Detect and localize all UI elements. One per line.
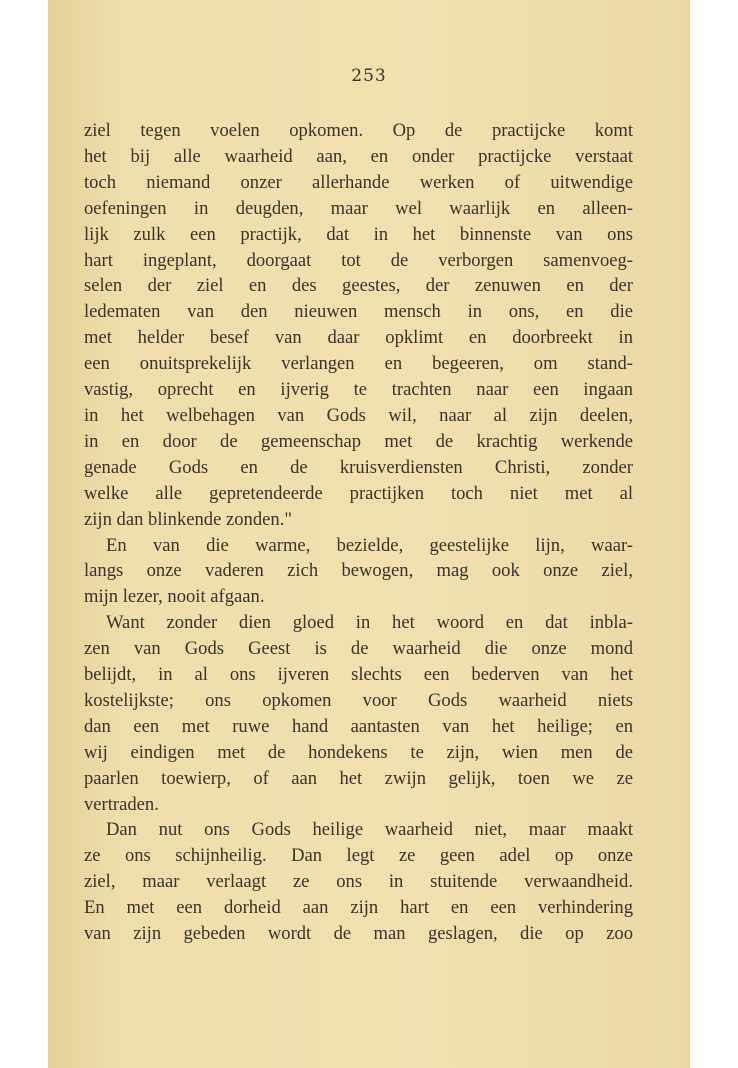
text-line: mijn lezer, nooit afgaan. bbox=[84, 586, 265, 608]
text-line: oefeningen in deugden, maar wel waarlijk en alleen- bbox=[84, 197, 633, 219]
paragraph-3 bbox=[84, 610, 633, 817]
book-page bbox=[48, 0, 690, 1068]
text-line: toch niemand onzer allerhande werken of uitwendige bbox=[84, 171, 633, 193]
text-line: vastig, oprecht en ijverig te trachten naar een ingaan bbox=[84, 379, 633, 401]
text-line: ze ons schijnheilig. Dan legt ze geen adel op onze bbox=[84, 845, 633, 867]
text-line: van zijn gebeden wordt de man geslagen, die op zoo bbox=[84, 923, 633, 945]
text-line: wij eindigen met de hondekens te zijn, wien men de bbox=[84, 741, 633, 763]
text-line: Dan nut ons Gods heilige waarheid niet, maar maakt bbox=[106, 819, 633, 841]
text-line: lijk zulk een practijk, dat in het binnenste van ons bbox=[84, 223, 633, 245]
text-line: een onuitsprekelijk verlangen en begeeren, om stand- bbox=[84, 353, 633, 375]
text-line: belijdt, in al ons ijveren slechts een bederven van het bbox=[84, 664, 633, 686]
text-line: met helder besef van daar opklimt en doorbreekt in bbox=[84, 327, 633, 349]
paragraph-2 bbox=[84, 533, 633, 611]
text-line: in het welbehagen van Gods wil, naar al zijn deelen, bbox=[84, 404, 633, 426]
text-line: kostelijkste; ons opkomen voor Gods waarheid niets bbox=[84, 689, 633, 711]
text-line: ledematen van den nieuwen mensch in ons, en die bbox=[84, 301, 633, 323]
text-line: ziel, maar verlaagt ze ons in stuitende verwaandheid. bbox=[84, 871, 633, 893]
text-line: zen van Gods Geest is de waarheid die onze mond bbox=[84, 638, 633, 660]
text-line: genade Gods en de kruisverdiensten Christi, zonder bbox=[84, 456, 633, 478]
body-text bbox=[84, 118, 633, 947]
text-line: welke alle gepretendeerde practijken toch niet met al bbox=[84, 482, 633, 504]
text-line: paarlen toewierp, of aan het zwijn gelijk, toen we ze bbox=[84, 767, 633, 789]
text-line: langs onze vaderen zich bewogen, mag ook onze ziel, bbox=[84, 560, 633, 582]
text-line: Want zonder dien gloed in het woord en dat inbla- bbox=[106, 612, 633, 634]
text-line: zijn dan blinkende zonden." bbox=[84, 508, 292, 530]
text-line: hart ingeplant, doorgaat tot de verborgen samenvoeg- bbox=[84, 249, 633, 271]
paragraph-4 bbox=[84, 817, 633, 947]
page-number: 253 bbox=[351, 66, 387, 86]
text-line: selen der ziel en des geestes, der zenuwen en der bbox=[84, 275, 633, 297]
text-line: ziel tegen voelen opkomen. Op de practijcke komt bbox=[84, 120, 633, 141]
text-line: dan een met ruwe hand aantasten van het heilige; en bbox=[84, 715, 633, 737]
text-line: En van die warme, bezielde, geestelijke lijn, waar- bbox=[106, 534, 633, 556]
text-line: het bij alle waarheid aan, en onder practijcke verstaat bbox=[84, 145, 633, 167]
text-line: En met een dorheid aan zijn hart en een verhindering bbox=[84, 897, 633, 919]
text-line: in en door de gemeenschap met de krachtig werkende bbox=[84, 430, 633, 452]
paragraph-1 bbox=[84, 118, 633, 533]
text-line: vertraden. bbox=[84, 793, 159, 815]
